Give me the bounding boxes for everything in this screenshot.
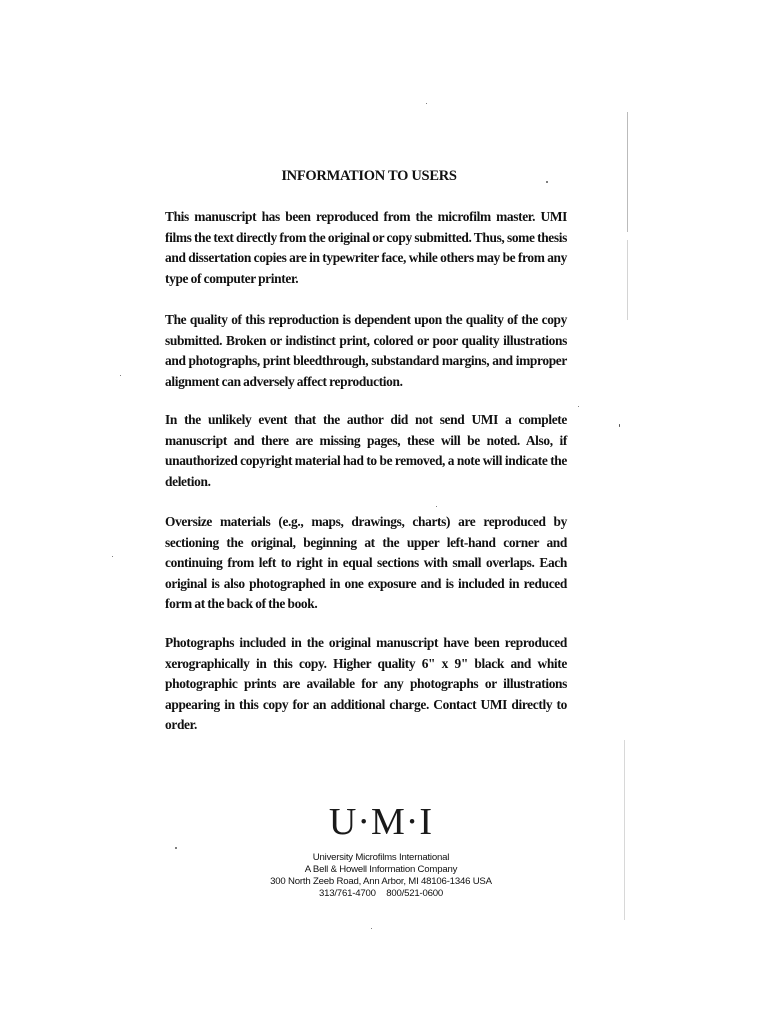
phone-numbers	[0, 888, 765, 900]
paragraph-lead: The quality of this reproduction is dependent upon the quality of the copy submitted.	[165, 312, 567, 348]
scan-speck	[120, 375, 121, 376]
page-title: INFORMATION TO USERS	[281, 168, 457, 184]
scan-edge-line	[624, 740, 625, 920]
scan-edge-line	[627, 240, 628, 320]
paragraph-oversize	[165, 512, 567, 615]
scan-speck	[436, 506, 437, 507]
scan-speck	[619, 424, 620, 427]
paragraph-quality	[165, 310, 567, 392]
paragraph-text: This manuscript has been reproduced from the microfilm master. UMI films the text directly from the original or copy submitted. Thus, some thesis and dissertation copies are in typewriter face, while others may be from any type of computer printer.	[165, 209, 567, 286]
scan-speck	[578, 406, 579, 407]
paragraph-text: Oversize materials (e.g., maps, drawings, charts) are reproduced by sectioning the original, beginning at the upper left-hand corner and continuing from left to right in equal sections with small overlaps. Each original is also photographed in one exposure and is included in reduced form at the back of the book.	[165, 514, 567, 611]
scan-speck	[175, 847, 177, 849]
scan-speck	[112, 556, 113, 557]
address: 300 North Zeeb Road, Ann Arbor, MI 48106-1346 USA	[270, 876, 492, 887]
umi-logo: U·M·I	[328, 801, 434, 843]
phone-local: 313/761-4700	[318, 888, 376, 899]
parent-company: A Bell & Howell Information Company	[304, 864, 458, 875]
scan-speck	[546, 181, 548, 183]
paragraph-text: In the unlikely event that the author did not send UMI a complete manuscript and there are missing pages, these will be noted. Also, if unauthorized copyright material had to be removed, a note will indicate the deletion.	[165, 412, 567, 489]
paragraph-missing-pages	[165, 410, 567, 492]
scan-speck	[426, 103, 427, 104]
scan-edge-line	[627, 112, 628, 232]
publisher-info	[0, 852, 765, 900]
phone-tollfree: 800/521-0600	[386, 888, 444, 899]
paragraph-photographs	[165, 633, 567, 736]
paragraph-text: Photographs included in the original manuscript have been reproduced xerographically in this copy. Higher quality 6" x 9" black and white photographic prints are available for any photographs or illustrations appearing in this copy for an additional charge. Contact UMI directly to order.	[165, 635, 567, 732]
paragraph-text: Broken or indistinct print, colored or poor quality illustrations and photographs, print bleedthrough, substandard margins, and improper alignment can adversely affect reproduction.	[165, 332, 567, 389]
company-name: University Microfilms International	[312, 852, 450, 863]
paragraph-microfilm	[165, 207, 567, 289]
scan-speck	[371, 928, 372, 929]
